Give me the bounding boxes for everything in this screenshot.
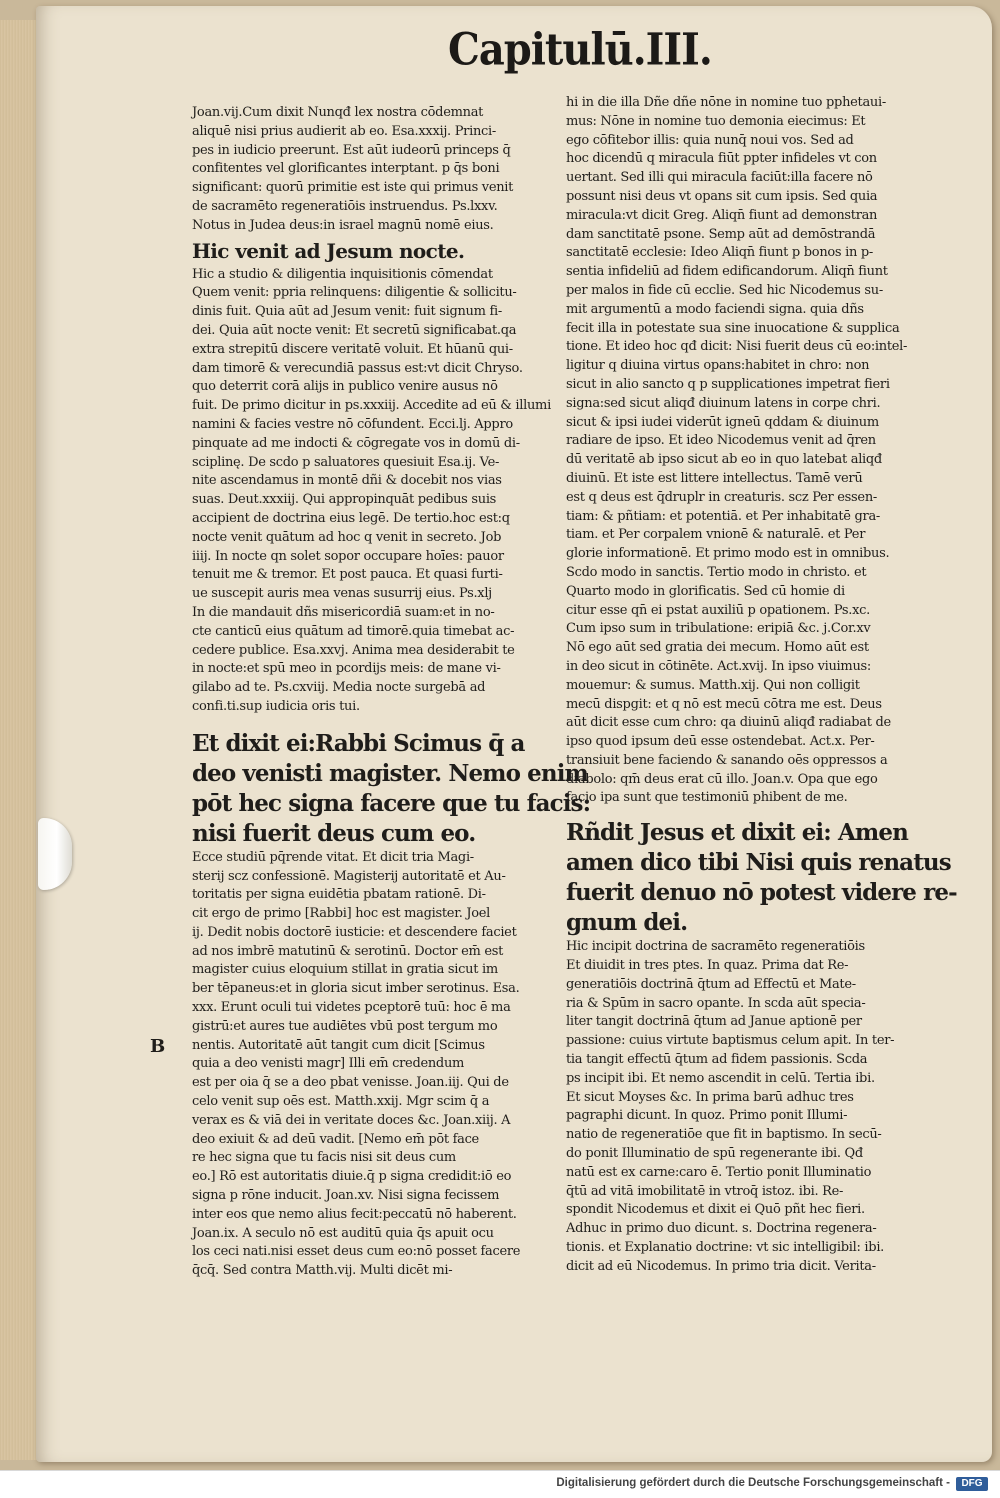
text-line: los ceci nati.nisi esset deus cum eo:nō posset facere bbox=[192, 1244, 521, 1260]
text-line: toritatis per signa euidētia pbatam rationē. Di- bbox=[192, 887, 486, 903]
text-line: inter eos que nemo alius fecit:peccatū nō haberent. bbox=[192, 1206, 517, 1222]
text-line: ligitur q diuina virtus opans:habitet in chro: non bbox=[566, 358, 870, 374]
text-line: Rñdit Jesus et dixit ei: Amen bbox=[566, 819, 908, 847]
text-line: citur esse qn̄ ei pstat auxiliū p opationem. Ps.xc. bbox=[566, 602, 870, 618]
text-line: Hic a studio & diligentia inquisitionis cōmendat bbox=[192, 266, 493, 282]
text-line: tiam: & pñtiam: et potentiā. et Per inhabitatē gra- bbox=[566, 508, 881, 524]
text-line: miracula:vt dicit Greg. Aliqn̄ fiunt ad demonstran bbox=[566, 207, 878, 223]
text-line: natio de regeneratiōe que fit in baptismo. In secū- bbox=[566, 1127, 882, 1143]
text-line: est q deus est q̄druplr in creaturis. scz Per essen- bbox=[566, 489, 877, 505]
text-line: Adhuc in primo duo dicunt. s. Doctrina regenera- bbox=[566, 1221, 877, 1237]
text-line: Ecce studiū pq̄rende vitat. Et dicit tria Magi- bbox=[192, 849, 474, 865]
text-line: transiuit bene faciendo & sanando oēs oppressos a bbox=[566, 752, 888, 768]
text-line: Hic incipit doctrina de sacramēto regeneratiōis bbox=[566, 939, 865, 955]
text-line: liter tangit doctrinā q̄tum ad Janue aptionē per bbox=[566, 1014, 862, 1030]
left-heading-1: Hic venit ad Jesum nocte. bbox=[192, 238, 465, 263]
text-line: magister cuius eloquium stillat in gratia sicut im bbox=[192, 962, 498, 978]
text-line: pes in iudicio preerunt. Est aūt iudeorū princeps q̄ bbox=[192, 142, 511, 158]
text-line: de sacramēto regeneratiōis instruendus. Ps.lxxv. bbox=[192, 198, 498, 214]
text-line: fuerit denuo nō potest videre re- bbox=[566, 879, 957, 907]
right-block-2 bbox=[566, 938, 932, 1276]
text-line: diuinū. Et iste est littere intellectus. Tamē verū bbox=[566, 470, 863, 486]
text-line: significant: quorū primitie est iste qui primus venit bbox=[192, 180, 514, 196]
text-line: deo venisti magister. Nemo enim bbox=[192, 759, 588, 787]
text-line: Et sicut Moyses &c. In prima barū adhuc tres bbox=[566, 1089, 854, 1105]
text-line: sentia infideliū ad fidem edificandorum. Aliqn̄ fiunt bbox=[566, 264, 888, 280]
text-line: in deo sicut in cōtinēte. Act.xvij. In ipso viuimus: bbox=[566, 658, 871, 674]
text-line: est per oia q̄ se a deo pbat venisse. Joan.iij. Qui de bbox=[192, 1075, 509, 1091]
text-line: mecū dispgit: et q nō est mecū cōtra me est. Deus bbox=[566, 696, 882, 712]
text-line: nentis. Autoritatē aūt tangit cum dicit [Scimus bbox=[192, 1037, 485, 1053]
text-line: hi in die illa Dñe dñe nōne in nomine tuo pphetaui- bbox=[566, 95, 886, 110]
text-line: tiam. et Per corpalem vnionē & naturalē. et Per bbox=[566, 527, 866, 543]
text-line: dam timorē & verecundiā passus est:vt dicit Chryso. bbox=[192, 360, 523, 376]
text-line: eo.] Rō est autoritatis diuie.q̄ p signa credidit:iō eo bbox=[192, 1169, 512, 1185]
text-line: ij. Dedit nobis doctorē iusticie: et descendere faciet bbox=[192, 924, 517, 940]
text-line: nocte venit quātum ad hoc q venit in secreto. Job bbox=[192, 529, 502, 545]
text-line: sanctitatē ecclesie: Ideo Aliqn̄ fiunt p bonos in p- bbox=[566, 245, 874, 261]
text-line: uertant. Sed illi qui miracula faciūt:illa facere nō bbox=[566, 170, 873, 186]
text-line: signa p rōne inducit. Joan.xv. Nisi signa fecissem bbox=[192, 1188, 500, 1204]
text-line: cit ergo de primo [Rabbi] hoc est magister. Joel bbox=[192, 906, 491, 922]
text-line: pagraphi dicunt. In quoz. Primo ponit Illumi- bbox=[566, 1108, 848, 1124]
text-line: radiare de ipso. Et ideo Nicodemus venit ad q̄ren bbox=[566, 433, 876, 449]
footer-credit: Digitalisierung gefördert durch die Deutsche Forschungsgemeinschaft - bbox=[556, 1477, 950, 1489]
text-line: mit argumentū a modo faciendi signa. quia dñs bbox=[566, 301, 864, 317]
text-line: dinis fuit. Quia aūt ad Jesum venit: fuit signum fi- bbox=[192, 304, 502, 320]
text-line: namini & facies vestre nō cōfundent. Ecci.lj. Appro bbox=[192, 416, 513, 432]
text-line: hoc dicendū q miracula fiūt ppter infideles vt con bbox=[566, 151, 877, 167]
text-line: dei. Quia aūt nocte venit: Et secretū significabat.qa bbox=[192, 322, 517, 338]
text-line: gnum dei. bbox=[566, 909, 688, 937]
text-line: possunt nisi deus vt opans sit cum ipsis. Sed quia bbox=[566, 188, 878, 204]
text-line: Quarto modo in glorificatis. Sed cū homie di bbox=[566, 583, 845, 599]
text-line: dam sanctitatē psone. Semp aūt ad demōstrandā bbox=[566, 226, 876, 242]
text-line: per malos in fide cū ecclie. Sed hic Nicodemus su- bbox=[566, 282, 883, 298]
text-line: facio ipa sunt que testimoniū phibent de me. bbox=[566, 790, 848, 806]
text-line: sterij scz confessionē. Magisterij autoritatē et Au- bbox=[192, 868, 506, 884]
right-big-heading bbox=[566, 818, 957, 938]
text-line: Et dixit ei:Rabbi Scimus q̄ a bbox=[192, 729, 525, 757]
text-line: in nocte:et spū meo in pcordijs meis: de mane vi- bbox=[192, 661, 501, 677]
text-line: mus: Nōne in nomine tuo demonia eiecimus: Et bbox=[566, 113, 866, 129]
text-line: Joan.ix. A seculo nō est auditū quia q̄s apuit ocu bbox=[192, 1225, 494, 1241]
text-line: mouemur: & sumus. Matth.xij. Qui non colligit bbox=[566, 677, 860, 693]
left-big-heading bbox=[192, 729, 591, 849]
text-line: sciplinę. De scdo p saluatores quesiuit Esa.ij. Ve- bbox=[192, 454, 500, 470]
signature-mark: B bbox=[150, 1036, 166, 1057]
text-line: cedere publice. Esa.xxvj. Anima mea desiderabit te bbox=[192, 642, 515, 658]
text-line: amen dico tibi Nisi quis renatus bbox=[566, 849, 951, 877]
text-line: generatiōis doctrinā q̄tum ad Effectū et Mate- bbox=[566, 976, 856, 992]
text-line: dū veritatē ab ipso sicut ab eo in quo latebat aliqđ bbox=[566, 452, 882, 468]
left-block-3 bbox=[192, 849, 548, 1281]
text-line: xxx. Erunt oculi tui videtes pceptorē tuū: hoc ē ma bbox=[192, 1000, 511, 1016]
text-line: signa:sed sicut aliqđ diuinum latens in corpe chri. bbox=[566, 395, 881, 411]
text-line: tenuit me & tremor. Et post pauca. Et quasi furti- bbox=[192, 567, 503, 583]
text-line: Quem venit: ppria relinquens: diligentie & sollicitu- bbox=[192, 285, 517, 301]
text-line: passione: cuius virtute baptismus celum apit. In ter- bbox=[566, 1033, 895, 1049]
footer-bar bbox=[0, 1470, 1000, 1498]
text-line: ue suscepit auris mea venas susurrij eius. Ps.xlj bbox=[192, 586, 492, 602]
text-line: confi.ti.sup iudicia oris tui. bbox=[192, 698, 360, 714]
text-line: pinquate ad me indocti & cōgregate vos in domū di- bbox=[192, 435, 520, 451]
chapter-header: Capitulū.III. bbox=[448, 24, 712, 76]
text-line: gilabo ad te. Ps.cxviij. Media nocte surgebā ad bbox=[192, 680, 486, 696]
text-line: ps incipit ibi. Et nemo ascendit in celū. Tertia ibi. bbox=[566, 1070, 875, 1086]
text-line: ria & Spūm in sacro opante. In scda aūt specia- bbox=[566, 995, 866, 1011]
text-line: cte canticū eius quātum ad timorē.quia timebat ac- bbox=[192, 623, 515, 639]
right-block-1 bbox=[566, 94, 932, 808]
text-line: confitentes vel glorificantes interptant. p q̄s boni bbox=[192, 161, 500, 177]
text-line: Notus in Judea deus:in israel magnū nomē eius. bbox=[192, 217, 494, 233]
text-line: tia tangit effectū q̄tum ad fidem passionis. Scda bbox=[566, 1052, 868, 1068]
text-line: verax es & viā dei in veritate doces &c. Joan.xiij. A bbox=[192, 1112, 511, 1128]
text-line: nisi fuerit deus cum eo. bbox=[192, 819, 476, 847]
text-line: Joan.vij.Cum dixit Nunqđ lex nostra cōdemnat bbox=[192, 105, 484, 120]
dfg-logo: DFG bbox=[956, 1477, 988, 1491]
text-line: q̄tū ad vitā imobilitatē in vtroq̄ istoz. ibi. Re- bbox=[566, 1183, 844, 1199]
text-line: natū est ex carne:caro ē. Tertio ponit Illuminatio bbox=[566, 1164, 872, 1180]
left-text-column bbox=[192, 104, 591, 1281]
text-line: do ponit Illuminatio de spū regenerante ibi. Qđ bbox=[566, 1146, 863, 1162]
text-line: glorie informationē. Et primo modo est in omnibus. bbox=[566, 546, 890, 562]
text-line: Scdo modo in sanctis. Tertio modo in christo. et bbox=[566, 564, 867, 580]
text-line: sicut & ipsi iudei viderūt igneū qddam & diuinum bbox=[566, 414, 879, 430]
text-line: aliquē nisi prius audierit ab eo. Esa.xxxij. Princi- bbox=[192, 123, 496, 139]
text-line: dicit ad eū Nicodemus. In primo tria dicit. Verita- bbox=[566, 1258, 876, 1274]
left-block-1 bbox=[192, 104, 548, 236]
text-line: ego cōfitebor illis: quia nunq̄ noui vos. Sed ad bbox=[566, 132, 854, 148]
text-line: diabolo: qm̄ deus erat cū illo. Joan.v. Opa que ego bbox=[566, 771, 878, 787]
text-line: q̄cq̄. Sed contra Matth.vij. Multi dicēt mi- bbox=[192, 1263, 453, 1279]
text-line: ad nos imbrē matutinū & serotinū. Doctor em̄ est bbox=[192, 943, 504, 959]
text-line: Nō ego aūt sed gratia dei mecum. Homo aūt est bbox=[566, 640, 869, 656]
text-line: accipient de doctrina eius legē. De tertio.hoc est:q bbox=[192, 510, 510, 526]
text-line: re hec signa que tu facis nisi sit deus cum bbox=[192, 1150, 456, 1166]
text-line: fuit. De primo dicitur in ps.xxxiij. Accedite ad eū & illumi bbox=[192, 398, 551, 414]
text-line: tione. Et ideo hoc qđ dicit: Nisi fuerit deus cū eo:intel- bbox=[566, 339, 908, 355]
text-line: quia a deo venisti magr] Illi em̄ credendum bbox=[192, 1056, 465, 1072]
text-line: extra strepitū discere veritatē voluit. Et hūanū qui- bbox=[192, 341, 513, 357]
text-line: suas. Deut.xxxiij. Qui appropinquāt pedibus suis bbox=[192, 492, 497, 508]
text-line: nite ascendamus in montē dñi & docebit nos vias bbox=[192, 473, 502, 489]
text-line: Cum ipso sum in tribulatione: eripiā &c. j.Cor.xv bbox=[566, 621, 871, 637]
text-line: celo venit sup oēs est. Matth.xxij. Mgr scim q̄ a bbox=[192, 1094, 490, 1110]
text-line: quo deterrit corā alijs in publico venire ausus nō bbox=[192, 379, 498, 395]
text-line: ber tēpaneus:et in gloria sicut imber serotinus. Esa. bbox=[192, 981, 520, 997]
text-line: fecit illa in potestate sua sine inuocatione & supplica bbox=[566, 320, 900, 336]
text-line: sicut in alio sancto q p supplicationes impetrat fieri bbox=[566, 376, 890, 392]
text-line: tionis. et Explanatio doctrine: vt sic intelligibil: ibi. bbox=[566, 1240, 885, 1256]
text-line: deo exiuit & ad deū vadit. [Nemo em̄ pōt face bbox=[192, 1131, 479, 1147]
text-line: In die mandauit dñs misericordiā suam:et in no- bbox=[192, 604, 495, 620]
book-page-edges bbox=[0, 20, 39, 1460]
left-block-2 bbox=[192, 266, 551, 717]
text-line: gistrū:et aures tue audiētes vbū post tergum mo bbox=[192, 1018, 498, 1034]
text-line: iiij. In nocte qn solet sopor occupare hoīes: pauor bbox=[192, 548, 504, 564]
text-line: Et diuidit in tres ptes. In quaz. Prima dat Re- bbox=[566, 958, 849, 974]
text-line: ipso quod ipsum deū esse ostendebat. Act.x. Per- bbox=[566, 734, 875, 750]
text-line: spondit Nicodemus et dixit ei Quō pñt hec fieri. bbox=[566, 1202, 865, 1218]
right-text-column bbox=[566, 94, 957, 1277]
text-line: aūt dicit esse cum chro: qa diuinū aliqđ radiabat de bbox=[566, 715, 891, 731]
text-line: pōt hec signa facere que tu facis: bbox=[192, 789, 591, 817]
